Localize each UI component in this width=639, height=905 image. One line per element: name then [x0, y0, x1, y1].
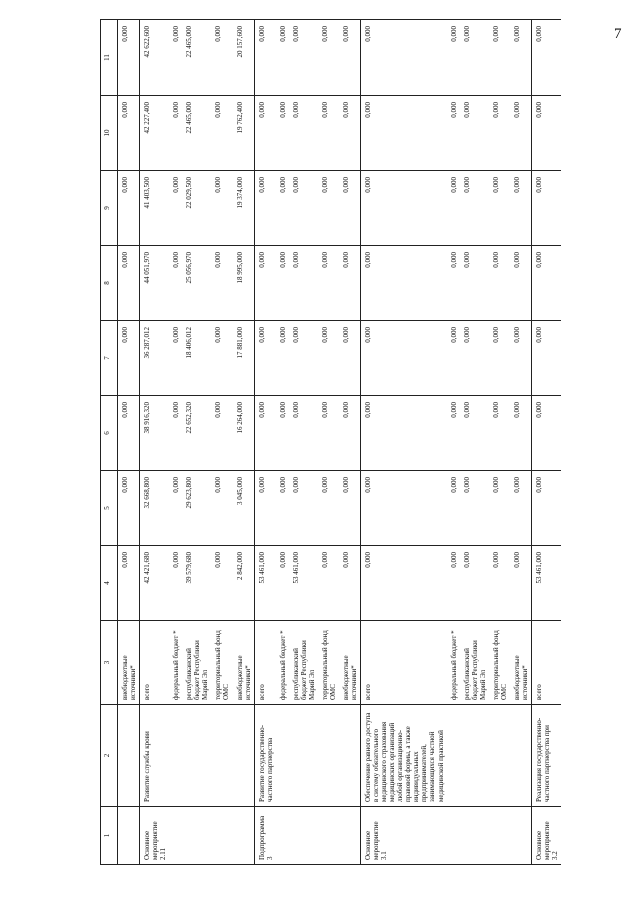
- value-cell-col-9: 19 374,000: [233, 171, 255, 246]
- value-cell-col-7: 0,000: [169, 321, 182, 396]
- value-cell-col-10: 0,000: [489, 96, 510, 171]
- value-cell-col-10: 19 762,400: [233, 96, 255, 171]
- table-row: [489, 20, 510, 865]
- source-cell: республиканский бюджет Республики Марий Эл: [182, 621, 211, 705]
- value-cell-col-4: 39 579,680: [182, 546, 211, 621]
- table-body: [118, 20, 562, 865]
- description-cell: [118, 705, 140, 807]
- value-cell-col-8: 25 056,970: [182, 246, 211, 321]
- value-cell-col-5: 0,000: [447, 471, 460, 546]
- value-cell-col-6: 38 916,320: [140, 396, 170, 471]
- value-cell-col-5: 32 668,800: [140, 471, 170, 546]
- value-cell-col-6: 0,000: [339, 396, 361, 471]
- source-cell: всего: [531, 621, 561, 705]
- source-cell: федеральный бюджет *: [169, 621, 182, 705]
- value-cell-col-4: 0,000: [510, 546, 532, 621]
- value-cell-col-10: 0,000: [339, 96, 361, 171]
- description-cell: [182, 705, 211, 807]
- description-cell: [460, 705, 489, 807]
- value-cell-col-11: 42 622,600: [140, 20, 170, 96]
- value-cell-col-9: 0,000: [460, 171, 489, 246]
- value-cell-col-11: 0,000: [169, 20, 182, 96]
- value-cell-col-11: 0,000: [118, 20, 140, 96]
- source-cell: республиканский бюджет Республики Марий Эл: [460, 621, 489, 705]
- column-header-6: 6: [101, 396, 118, 471]
- value-cell-col-5: 0,000: [460, 471, 489, 546]
- source-cell: внебюджетные источники*: [118, 621, 140, 705]
- value-cell-col-9: 0,000: [531, 171, 561, 246]
- value-cell-col-7: 0,000: [460, 321, 489, 396]
- value-cell-col-7: 0,000: [276, 321, 289, 396]
- description-cell: [276, 705, 289, 807]
- value-cell-col-10: 0,000: [447, 96, 460, 171]
- value-cell-col-5: 0,000: [531, 471, 561, 546]
- value-cell-col-8: 0,000: [211, 246, 232, 321]
- value-cell-col-8: 18 995,000: [233, 246, 255, 321]
- value-cell-col-9: 0,000: [118, 171, 140, 246]
- value-cell-col-5: 0,000: [510, 471, 532, 546]
- column-header-2: 2: [101, 705, 118, 807]
- column-header-1: 1: [101, 807, 118, 865]
- value-cell-col-4: 0,000: [318, 546, 339, 621]
- table-row: [140, 20, 170, 865]
- column-header-10: 10: [101, 96, 118, 171]
- value-cell-col-11: 0,000: [510, 20, 532, 96]
- value-cell-col-8: 0,000: [339, 246, 361, 321]
- value-cell-col-6: 0,000: [460, 396, 489, 471]
- value-cell-col-5: 0,000: [169, 471, 182, 546]
- value-cell-col-8: 44 051,970: [140, 246, 170, 321]
- value-cell-col-10: 42 227,400: [140, 96, 170, 171]
- program-name-cell: [489, 807, 510, 865]
- value-cell-col-9: 0,000: [169, 171, 182, 246]
- value-cell-col-9: 0,000: [361, 171, 447, 246]
- table-row: [211, 20, 232, 865]
- table-row: [510, 20, 532, 865]
- header-row: [101, 20, 118, 865]
- source-cell: всего: [361, 621, 447, 705]
- description-cell: [289, 705, 318, 807]
- column-header-4: 4: [101, 546, 118, 621]
- value-cell-col-5: 29 623,800: [182, 471, 211, 546]
- table-row: [182, 20, 211, 865]
- value-cell-col-10: 0,000: [318, 96, 339, 171]
- value-cell-col-4: 0,000: [489, 546, 510, 621]
- value-cell-col-7: 18 406,012: [182, 321, 211, 396]
- value-cell-col-9: 0,000: [339, 171, 361, 246]
- description-cell: [339, 705, 361, 807]
- value-cell-col-7: 0,000: [118, 321, 140, 396]
- value-cell-col-10: 0,000: [118, 96, 140, 171]
- value-cell-col-9: 0,000: [447, 171, 460, 246]
- value-cell-col-6: 0,000: [289, 396, 318, 471]
- value-cell-col-11: 0,000: [254, 20, 276, 96]
- rotated-table-wrapper: [100, 20, 620, 865]
- description-cell: [489, 705, 510, 807]
- value-cell-col-7: 0,000: [447, 321, 460, 396]
- source-cell: федеральный бюджет *: [447, 621, 460, 705]
- value-cell-col-9: 0,000: [254, 171, 276, 246]
- value-cell-col-8: 0,000: [118, 246, 140, 321]
- program-name-cell: [447, 807, 460, 865]
- table-row: [339, 20, 361, 865]
- value-cell-col-6: 0,000: [118, 396, 140, 471]
- value-cell-col-6: 0,000: [211, 396, 232, 471]
- value-cell-col-6: 16 264,000: [233, 396, 255, 471]
- table-row: [233, 20, 255, 865]
- program-name-cell: [510, 807, 532, 865]
- program-name-cell: [169, 807, 182, 865]
- value-cell-col-9: 41 403,500: [140, 171, 170, 246]
- value-cell-col-6: 0,000: [510, 396, 532, 471]
- value-cell-col-6: 22 652,320: [182, 396, 211, 471]
- value-cell-col-6: 0,000: [489, 396, 510, 471]
- value-cell-col-7: 0,000: [531, 321, 561, 396]
- program-name-cell: [339, 807, 361, 865]
- value-cell-col-4: 42 421,680: [140, 546, 170, 621]
- value-cell-col-9: 0,000: [489, 171, 510, 246]
- description-cell: Обеспечение равного доступа в систему обязательного медицинского страхования медицинских организаций любой организационно-правовой формы, а также индивидуальных предпринимателей, занимающихся частной медицинской практикой: [361, 705, 447, 807]
- value-cell-col-10: 0,000: [254, 96, 276, 171]
- column-header-8: 8: [101, 246, 118, 321]
- value-cell-col-6: 0,000: [254, 396, 276, 471]
- table-row: [531, 20, 561, 865]
- program-name-cell: [318, 807, 339, 865]
- budget-table: [100, 19, 561, 865]
- description-cell: [211, 705, 232, 807]
- value-cell-col-7: 0,000: [510, 321, 532, 396]
- value-cell-col-10: 0,000: [289, 96, 318, 171]
- value-cell-col-9: 0,000: [318, 171, 339, 246]
- program-name-cell: Основное мероприятие 2.11: [140, 807, 170, 865]
- source-cell: территориальный фонд ОМС: [318, 621, 339, 705]
- value-cell-col-9: 0,000: [211, 171, 232, 246]
- value-cell-col-7: 0,000: [361, 321, 447, 396]
- description-cell: [233, 705, 255, 807]
- value-cell-col-5: 0,000: [118, 471, 140, 546]
- value-cell-col-5: 0,000: [254, 471, 276, 546]
- value-cell-col-8: 0,000: [531, 246, 561, 321]
- value-cell-col-9: 0,000: [510, 171, 532, 246]
- source-cell: республиканский бюджет Республики Марий Эл: [289, 621, 318, 705]
- program-name-cell: [182, 807, 211, 865]
- value-cell-col-8: 0,000: [169, 246, 182, 321]
- source-cell: внебюджетные источники*: [510, 621, 532, 705]
- value-cell-col-10: 0,000: [510, 96, 532, 171]
- value-cell-col-11: 0,000: [276, 20, 289, 96]
- table-row: [460, 20, 489, 865]
- value-cell-col-5: 0,000: [489, 471, 510, 546]
- table-row: [254, 20, 276, 865]
- value-cell-col-8: 0,000: [489, 246, 510, 321]
- value-cell-col-6: 0,000: [318, 396, 339, 471]
- value-cell-col-4: 0,000: [447, 546, 460, 621]
- source-cell: федеральный бюджет *: [276, 621, 289, 705]
- value-cell-col-7: 0,000: [211, 321, 232, 396]
- value-cell-col-4: 0,000: [460, 546, 489, 621]
- description-cell: [447, 705, 460, 807]
- value-cell-col-5: 0,000: [289, 471, 318, 546]
- value-cell-col-9: 0,000: [276, 171, 289, 246]
- value-cell-col-10: 0,000: [361, 96, 447, 171]
- value-cell-col-7: 0,000: [339, 321, 361, 396]
- value-cell-col-10: 0,000: [276, 96, 289, 171]
- value-cell-col-7: 36 287,012: [140, 321, 170, 396]
- program-name-cell: Основное мероприятие 3.1: [361, 807, 447, 865]
- description-cell: [510, 705, 532, 807]
- value-cell-col-4: 0,000: [276, 546, 289, 621]
- value-cell-col-4: 0,000: [169, 546, 182, 621]
- value-cell-col-6: 0,000: [531, 396, 561, 471]
- page-number: 7: [614, 26, 622, 42]
- value-cell-col-10: 0,000: [211, 96, 232, 171]
- value-cell-col-6: 0,000: [169, 396, 182, 471]
- column-header-9: 9: [101, 171, 118, 246]
- program-name-cell: [118, 807, 140, 865]
- description-cell: Развитие государственно-частного партнерства: [254, 705, 276, 807]
- source-cell: всего: [140, 621, 170, 705]
- value-cell-col-11: 0,000: [339, 20, 361, 96]
- value-cell-col-11: 22 465,000: [182, 20, 211, 96]
- program-name-cell: Подпрограмма 3: [254, 807, 276, 865]
- table-row: [276, 20, 289, 865]
- value-cell-col-8: 0,000: [276, 246, 289, 321]
- source-cell: всего: [254, 621, 276, 705]
- value-cell-col-5: 0,000: [339, 471, 361, 546]
- value-cell-col-7: 0,000: [489, 321, 510, 396]
- value-cell-col-8: 0,000: [510, 246, 532, 321]
- value-cell-col-11: 0,000: [531, 20, 561, 96]
- description-cell: [318, 705, 339, 807]
- program-name-cell: [460, 807, 489, 865]
- value-cell-col-5: 0,000: [318, 471, 339, 546]
- value-cell-col-4: 53 461,000: [254, 546, 276, 621]
- value-cell-col-5: 0,000: [276, 471, 289, 546]
- description-cell: [169, 705, 182, 807]
- table-row: [447, 20, 460, 865]
- table-row: [289, 20, 318, 865]
- value-cell-col-7: 0,000: [254, 321, 276, 396]
- value-cell-col-11: 0,000: [211, 20, 232, 96]
- table-row: [361, 20, 447, 865]
- table-row: [169, 20, 182, 865]
- value-cell-col-9: 0,000: [289, 171, 318, 246]
- column-header-11: 11: [101, 20, 118, 96]
- value-cell-col-8: 0,000: [289, 246, 318, 321]
- description-cell: Реализация государственно-частного партнерства при: [531, 705, 561, 807]
- value-cell-col-7: 0,000: [318, 321, 339, 396]
- program-name-cell: Основное мероприятие 3.2: [531, 807, 561, 865]
- value-cell-col-8: 0,000: [318, 246, 339, 321]
- table-row: [318, 20, 339, 865]
- source-cell: территориальный фонд ОМС: [211, 621, 232, 705]
- value-cell-col-10: 22 465,000: [182, 96, 211, 171]
- value-cell-col-11: 0,000: [361, 20, 447, 96]
- value-cell-col-5: 3 045,000: [233, 471, 255, 546]
- value-cell-col-11: 20 157,600: [233, 20, 255, 96]
- value-cell-col-4: 0,000: [339, 546, 361, 621]
- value-cell-col-4: 53 461,000: [531, 546, 561, 621]
- value-cell-col-8: 0,000: [460, 246, 489, 321]
- value-cell-col-5: 0,000: [361, 471, 447, 546]
- source-cell: территориальный фонд ОМС: [489, 621, 510, 705]
- value-cell-col-5: 0,000: [211, 471, 232, 546]
- source-cell: внебюджетные источники*: [339, 621, 361, 705]
- program-name-cell: [211, 807, 232, 865]
- column-header-3: 3: [101, 621, 118, 705]
- value-cell-col-10: 0,000: [531, 96, 561, 171]
- value-cell-col-7: 17 881,000: [233, 321, 255, 396]
- value-cell-col-11: 0,000: [460, 20, 489, 96]
- value-cell-col-11: 0,000: [489, 20, 510, 96]
- value-cell-col-11: 0,000: [318, 20, 339, 96]
- value-cell-col-4: 2 842,000: [233, 546, 255, 621]
- program-name-cell: [276, 807, 289, 865]
- value-cell-col-6: 0,000: [361, 396, 447, 471]
- value-cell-col-10: 0,000: [460, 96, 489, 171]
- value-cell-col-9: 22 029,500: [182, 171, 211, 246]
- value-cell-col-8: 0,000: [447, 246, 460, 321]
- value-cell-col-6: 0,000: [276, 396, 289, 471]
- value-cell-col-4: 0,000: [361, 546, 447, 621]
- value-cell-col-8: 0,000: [361, 246, 447, 321]
- value-cell-col-7: 0,000: [289, 321, 318, 396]
- value-cell-col-4: 53 461,000: [289, 546, 318, 621]
- description-cell: Развитие службы крови: [140, 705, 170, 807]
- program-name-cell: [233, 807, 255, 865]
- value-cell-col-11: 0,000: [447, 20, 460, 96]
- value-cell-col-4: 0,000: [211, 546, 232, 621]
- table-row: [118, 20, 140, 865]
- value-cell-col-6: 0,000: [447, 396, 460, 471]
- program-name-cell: [289, 807, 318, 865]
- value-cell-col-11: 0,000: [289, 20, 318, 96]
- value-cell-col-8: 0,000: [254, 246, 276, 321]
- column-header-7: 7: [101, 321, 118, 396]
- column-header-5: 5: [101, 471, 118, 546]
- value-cell-col-4: 0,000: [118, 546, 140, 621]
- value-cell-col-10: 0,000: [169, 96, 182, 171]
- source-cell: внебюджетные источники*: [233, 621, 255, 705]
